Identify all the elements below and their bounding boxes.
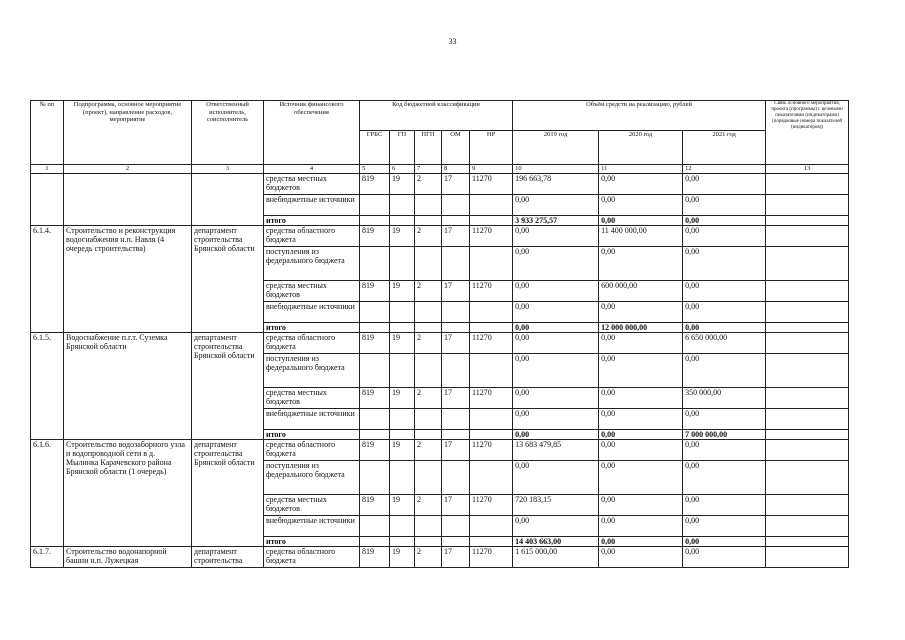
amount-2019: 0,00 [513, 354, 599, 388]
code-gp: 19 [390, 388, 415, 409]
indicator-link [766, 495, 849, 516]
amount-2020: 0,00 [599, 388, 683, 409]
header-responsible: Ответственный исполнитель, соисполнитель [192, 101, 264, 165]
indicator-link [766, 302, 849, 323]
source-row [31, 226, 849, 247]
amount-2020: 12 000 000,00 [599, 323, 683, 333]
code-gp [390, 195, 415, 216]
code-grbs [360, 216, 390, 226]
indicator-link [766, 430, 849, 440]
code-nr: 11270 [470, 174, 513, 195]
funding-source: средства местных бюджетов [264, 281, 360, 302]
code-grbs [360, 430, 390, 440]
code-grbs [360, 195, 390, 216]
indicator-link [766, 281, 849, 302]
code-pgp: 2 [415, 440, 442, 461]
code-nr [470, 195, 513, 216]
amount-2020: 0,00 [599, 537, 683, 547]
column-number-cell: 13 [766, 165, 849, 174]
code-om [442, 430, 470, 440]
amount-2021: 0,00 [683, 461, 766, 495]
item-name [64, 174, 192, 226]
amount-2019: 0,00 [513, 281, 599, 302]
code-pgp [415, 516, 442, 537]
code-grbs [360, 537, 390, 547]
amount-2021: 0,00 [683, 195, 766, 216]
amount-2019: 0,00 [513, 195, 599, 216]
amount-2021: 0,00 [683, 516, 766, 537]
code-gp: 19 [390, 281, 415, 302]
amount-2019: 0,00 [513, 226, 599, 247]
code-nr: 11270 [470, 547, 513, 568]
amount-2020: 600 000,00 [599, 281, 683, 302]
header-2020: 2020 год [599, 131, 683, 165]
item-responsible: департамент строительства Брянской области [192, 226, 264, 333]
item-number: 6.1.5. [31, 333, 64, 440]
amount-2020: 0,00 [599, 440, 683, 461]
code-gp [390, 537, 415, 547]
amount-2021: 0,00 [683, 226, 766, 247]
code-gp: 19 [390, 495, 415, 516]
code-nr [470, 409, 513, 430]
amount-2019: 0,00 [513, 247, 599, 281]
code-pgp [415, 430, 442, 440]
funding-source: итого [264, 537, 360, 547]
header-pgp: ПГП [415, 131, 442, 165]
amount-2020: 0,00 [599, 216, 683, 226]
funding-source: поступления из федерального бюджета [264, 247, 360, 281]
column-number-cell: 4 [264, 165, 360, 174]
column-number-cell: 6 [390, 165, 415, 174]
amount-2020: 11 400 000,00 [599, 226, 683, 247]
funding-source: средства областного бюджета [264, 440, 360, 461]
funding-source: внебюджетные источники [264, 409, 360, 430]
code-gp [390, 216, 415, 226]
code-om [442, 195, 470, 216]
funding-source: итого [264, 430, 360, 440]
code-om [442, 461, 470, 495]
code-grbs [360, 302, 390, 323]
code-nr: 11270 [470, 333, 513, 354]
amount-2020: 0,00 [599, 461, 683, 495]
indicator-link [766, 461, 849, 495]
code-nr [470, 302, 513, 323]
code-gp [390, 430, 415, 440]
code-om [442, 302, 470, 323]
amount-2019: 0,00 [513, 516, 599, 537]
amount-2021: 0,00 [683, 281, 766, 302]
code-pgp [415, 216, 442, 226]
amount-2021: 0,00 [683, 302, 766, 323]
code-om [442, 354, 470, 388]
source-row [31, 547, 849, 568]
item-number: 6.1.4. [31, 226, 64, 333]
code-nr [470, 461, 513, 495]
amount-2019: 14 403 663,00 [513, 537, 599, 547]
code-gp: 19 [390, 333, 415, 354]
indicator-link [766, 409, 849, 430]
indicator-link [766, 226, 849, 247]
amount-2020: 0,00 [599, 516, 683, 537]
item-number: 6.1.7. [31, 547, 64, 568]
code-pgp: 2 [415, 226, 442, 247]
code-pgp: 2 [415, 333, 442, 354]
code-gp [390, 247, 415, 281]
funding-source: средства местных бюджетов [264, 495, 360, 516]
code-grbs: 819 [360, 388, 390, 409]
code-nr [470, 516, 513, 537]
amount-2021: 0,00 [683, 323, 766, 333]
code-grbs: 819 [360, 281, 390, 302]
code-nr [470, 537, 513, 547]
code-pgp [415, 461, 442, 495]
code-om [442, 216, 470, 226]
code-gp [390, 516, 415, 537]
column-number-cell: 10 [513, 165, 599, 174]
column-number-cell: 1 [31, 165, 64, 174]
column-number-cell: 2 [64, 165, 192, 174]
column-number-cell: 7 [415, 165, 442, 174]
budget-table [30, 100, 849, 568]
indicator-link [766, 247, 849, 281]
amount-2020: 0,00 [599, 430, 683, 440]
indicator-link [766, 537, 849, 547]
table-header [31, 101, 849, 165]
item-responsible: департамент строительства Брянской области [192, 333, 264, 440]
indicator-link [766, 440, 849, 461]
funding-source: внебюджетные источники [264, 516, 360, 537]
code-grbs [360, 323, 390, 333]
amount-2021: 0,00 [683, 537, 766, 547]
header-gp: ГП [390, 131, 415, 165]
source-row [31, 440, 849, 461]
amount-2020: 0,00 [599, 247, 683, 281]
item-name: Строительство водонапорной башни н.п. Лужецкая [64, 547, 192, 568]
column-number-cell: 3 [192, 165, 264, 174]
amount-2019: 0,00 [513, 430, 599, 440]
code-nr [470, 247, 513, 281]
header-om: ОМ [442, 131, 470, 165]
page-number: 33 [448, 37, 457, 46]
header-nr: НР [470, 131, 513, 165]
header-2021: 2021 год [683, 131, 766, 165]
code-nr [470, 323, 513, 333]
code-om: 17 [442, 440, 470, 461]
header-source: Источник финансового обеспечения [264, 101, 360, 165]
code-grbs: 819 [360, 174, 390, 195]
code-pgp [415, 323, 442, 333]
code-gp: 19 [390, 226, 415, 247]
amount-2020: 0,00 [599, 495, 683, 516]
item-name: Строительство и реконструкция водоснабжения н.п. Навля (4 очередь строительства) [64, 226, 192, 333]
code-om: 17 [442, 495, 470, 516]
indicator-link [766, 547, 849, 568]
code-om [442, 516, 470, 537]
code-grbs [360, 516, 390, 537]
amount-2019: 0,00 [513, 333, 599, 354]
amount-2021: 0,00 [683, 216, 766, 226]
indicator-link [766, 333, 849, 354]
item-number: 6.1.6. [31, 440, 64, 547]
code-om [442, 247, 470, 281]
column-numbers-row [31, 165, 849, 174]
amount-2020: 0,00 [599, 333, 683, 354]
code-om: 17 [442, 547, 470, 568]
amount-2019: 0,00 [513, 323, 599, 333]
header-link: Связь основного мероприятия, проекта (программы) с целевыми показателями (индикаторами) (порядковые номера показателей (индикаторов)) [766, 101, 849, 165]
funding-source: итого [264, 216, 360, 226]
code-nr [470, 216, 513, 226]
column-number-cell: 9 [470, 165, 513, 174]
amount-2021: 0,00 [683, 547, 766, 568]
funding-source: итого [264, 323, 360, 333]
amount-2020: 0,00 [599, 354, 683, 388]
amount-2021: 0,00 [683, 440, 766, 461]
amount-2020: 0,00 [599, 547, 683, 568]
funding-source: поступления из федерального бюджета [264, 354, 360, 388]
column-number-cell: 5 [360, 165, 390, 174]
code-nr: 11270 [470, 440, 513, 461]
amount-2020: 0,00 [599, 195, 683, 216]
code-pgp [415, 247, 442, 281]
item-responsible: департамент строительства Брянской области [192, 440, 264, 547]
code-pgp [415, 302, 442, 323]
item-name: Строительство водозаборного узла и водопроводной сети в д. Мылинка Карачевского района Брянской области (1 очередь) [64, 440, 192, 547]
code-pgp [415, 537, 442, 547]
code-pgp [415, 195, 442, 216]
indicator-link [766, 216, 849, 226]
code-nr: 11270 [470, 281, 513, 302]
amount-2021: 7 000 000,00 [683, 430, 766, 440]
header-grbs: ГРБС [360, 131, 390, 165]
indicator-link [766, 354, 849, 388]
header-volume: Объём средств на реализацию, рублей [513, 101, 766, 131]
code-gp [390, 302, 415, 323]
code-nr: 11270 [470, 495, 513, 516]
code-grbs: 819 [360, 495, 390, 516]
header-subprogram: Подпрограмма, основное мероприятие (проект), направление расходов, мероприятие [64, 101, 192, 165]
code-nr [470, 354, 513, 388]
code-grbs [360, 461, 390, 495]
code-grbs: 819 [360, 333, 390, 354]
indicator-link [766, 388, 849, 409]
amount-2019: 3 933 275,57 [513, 216, 599, 226]
code-grbs [360, 354, 390, 388]
code-gp [390, 354, 415, 388]
amount-2019: 0,00 [513, 461, 599, 495]
code-pgp [415, 354, 442, 388]
amount-2021: 0,00 [683, 354, 766, 388]
code-pgp: 2 [415, 388, 442, 409]
code-gp [390, 461, 415, 495]
code-om: 17 [442, 388, 470, 409]
code-pgp: 2 [415, 174, 442, 195]
amount-2019: 0,00 [513, 388, 599, 409]
indicator-link [766, 323, 849, 333]
column-number-cell: 11 [599, 165, 683, 174]
code-gp [390, 409, 415, 430]
code-nr [470, 430, 513, 440]
source-row [31, 174, 849, 195]
indicator-link [766, 516, 849, 537]
code-om [442, 409, 470, 430]
amount-2019: 13 683 479,85 [513, 440, 599, 461]
code-om: 17 [442, 174, 470, 195]
code-nr: 11270 [470, 388, 513, 409]
item-responsible [192, 174, 264, 226]
amount-2020: 0,00 [599, 174, 683, 195]
column-number-cell: 12 [683, 165, 766, 174]
amount-2021: 6 650 000,00 [683, 333, 766, 354]
funding-source: средства областного бюджета [264, 547, 360, 568]
funding-source: внебюджетные источники [264, 195, 360, 216]
source-row [31, 333, 849, 354]
indicator-link [766, 195, 849, 216]
amount-2019: 720 183,15 [513, 495, 599, 516]
code-om: 17 [442, 333, 470, 354]
code-gp: 19 [390, 440, 415, 461]
code-om [442, 323, 470, 333]
header-num: № пп [31, 101, 64, 165]
amount-2019: 0,00 [513, 409, 599, 430]
amount-2021: 0,00 [683, 409, 766, 430]
code-pgp: 2 [415, 281, 442, 302]
item-number [31, 174, 64, 226]
amount-2021: 0,00 [683, 495, 766, 516]
amount-2019: 0,00 [513, 302, 599, 323]
code-grbs [360, 247, 390, 281]
funding-source: средства областного бюджета [264, 333, 360, 354]
code-gp [390, 323, 415, 333]
header-2019: 2019 год [513, 131, 599, 165]
code-om: 17 [442, 281, 470, 302]
funding-source: средства областного бюджета [264, 226, 360, 247]
code-pgp: 2 [415, 547, 442, 568]
code-gp: 19 [390, 547, 415, 568]
code-grbs: 819 [360, 440, 390, 461]
table-body [31, 165, 849, 568]
item-responsible: департамент строительства [192, 547, 264, 568]
code-pgp [415, 409, 442, 430]
code-om: 17 [442, 226, 470, 247]
code-grbs [360, 409, 390, 430]
code-nr: 11270 [470, 226, 513, 247]
amount-2019: 196 663,78 [513, 174, 599, 195]
funding-source: внебюджетные источники [264, 302, 360, 323]
amount-2021: 350 000,00 [683, 388, 766, 409]
funding-source: средства местных бюджетов [264, 174, 360, 195]
code-gp: 19 [390, 174, 415, 195]
code-om [442, 537, 470, 547]
funding-source: поступления из федерального бюджета [264, 461, 360, 495]
code-pgp: 2 [415, 495, 442, 516]
code-grbs: 819 [360, 226, 390, 247]
item-name: Водоснабжение п.г.т. Суземка Брянской области [64, 333, 192, 440]
amount-2020: 0,00 [599, 302, 683, 323]
funding-source: средства местных бюджетов [264, 388, 360, 409]
code-grbs: 819 [360, 547, 390, 568]
header-budget-code: Код бюджетной классификации [360, 101, 513, 131]
amount-2021: 0,00 [683, 247, 766, 281]
column-number-cell: 8 [442, 165, 470, 174]
amount-2021: 0,00 [683, 174, 766, 195]
amount-2019: 1 615 000,00 [513, 547, 599, 568]
indicator-link [766, 174, 849, 195]
amount-2020: 0,00 [599, 409, 683, 430]
